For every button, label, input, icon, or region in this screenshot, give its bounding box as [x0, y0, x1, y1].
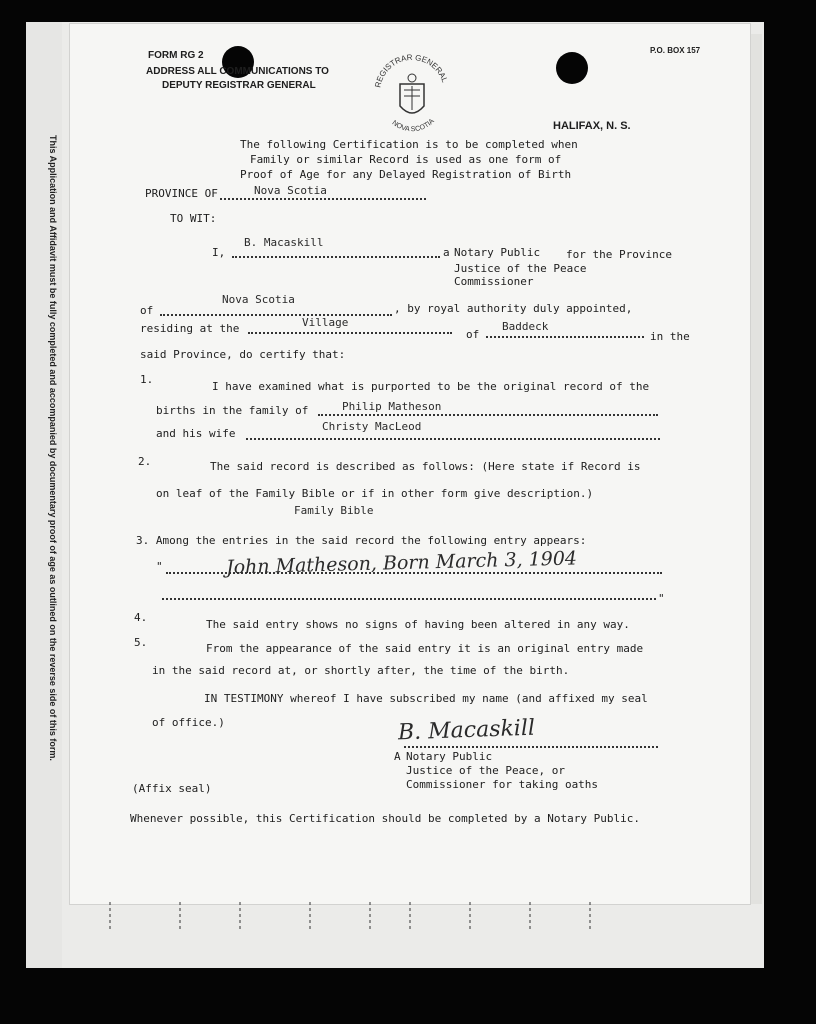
intro-line-2: Family or similar Record is used as one form of [250, 153, 562, 166]
underlying-form-strip [70, 896, 670, 936]
province-label: PROVINCE OF [145, 187, 218, 200]
sig-jp: Justice of the Peace, or [406, 764, 565, 777]
svg-text:NOVA SCOTIA [391, 118, 436, 134]
office-notary: Notary Public [454, 246, 541, 259]
intro-line-3: Proof of Age for any Delayed Registration of Birth [240, 168, 572, 181]
name-line [232, 256, 440, 258]
testimony-line-1: IN TESTIMONY whereof I have subscribed my name (and affixed my seal [204, 692, 648, 705]
open-quote: " [156, 560, 163, 573]
footer-note: Whenever possible, this Certification should be completed by a Notary Public. [130, 812, 640, 825]
royal-authority: , by royal authority duly appointed, [394, 302, 633, 315]
entry-line-2 [162, 598, 656, 600]
of-label: of [140, 304, 154, 317]
item-1-line-2: births in the family of [156, 404, 309, 417]
address-line-1: ADDRESS ALL COMMUNICATIONS TO [146, 66, 329, 77]
address-line-2: DEPUTY REGISTRAR GENERAL [162, 80, 316, 91]
sig-a-label: A [394, 750, 401, 763]
seal-top-text: REGISTRAR GENERAL [373, 52, 450, 89]
close-quote: " [658, 592, 665, 605]
signature-line [404, 746, 658, 748]
wife-line [246, 438, 660, 440]
item-2-number: 2. [138, 455, 152, 468]
sig-commissioner: Commissioner for taking oaths [406, 778, 599, 791]
to-wit-label: TO WIT: [170, 212, 217, 225]
office-commissioner: Commissioner [454, 275, 534, 288]
of-line [160, 314, 392, 316]
item-3-line-1: 3. Among the entries in the said record the following entry appears: [136, 534, 587, 547]
sig-notary: Notary Public [406, 750, 493, 763]
form-number: FORM RG 2 [148, 50, 204, 61]
province-line [220, 198, 426, 200]
of-value: Nova Scotia [222, 293, 295, 306]
item-2-line-1: The said record is described as follows: (Here state if Record is [210, 460, 641, 473]
province-value: Nova Scotia [254, 184, 327, 197]
item-4-number: 4. [134, 611, 148, 624]
residing-label: residing at the [140, 322, 240, 335]
father-line [318, 414, 658, 416]
item-5-line-1: From the appearance of the said entry it is an original entry made [206, 642, 644, 655]
registrar-seal-icon [370, 50, 454, 142]
for-the-province: for the Province [566, 248, 672, 261]
father-value: Philip Matheson [342, 400, 442, 413]
entry-handwritten: John Matheson, Born March 3, 1904 [225, 547, 578, 579]
wife-value: Christy MacLeod [322, 420, 422, 433]
item-5-line-2: in the said record at, or shortly after, the time of the birth. [152, 664, 570, 677]
testimony-line-2: of office.) [152, 716, 225, 729]
name-value: B. Macaskill [244, 236, 324, 249]
city-heading: HALIFAX, N. S. [553, 120, 631, 132]
of2-label: of [466, 328, 480, 341]
item-5-number: 5. [134, 636, 148, 649]
intro-line-1: The following Certification is to be completed when [240, 138, 578, 151]
residing-value: Village [302, 316, 349, 329]
margin-note: This Application and Affidavit must be fully completed and accompanied by documentary proof of age as outlined on the reverse side of this form. [48, 135, 58, 761]
svg-text:REGISTRAR GENERAL [373, 53, 449, 89]
office-jp: Justice of the Peace [454, 262, 587, 275]
seal-bottom-text: NOVA SCOTIA [390, 117, 436, 134]
affix-seal: (Affix seal) [132, 782, 212, 795]
said-province: said Province, do certify that: [140, 348, 346, 361]
i-label: I, [212, 246, 226, 259]
item-1-line-3: and his wife [156, 427, 236, 440]
punch-hole-right [556, 52, 588, 84]
item-2-line-2: on leaf of the Family Bible or if in other form give description.) [156, 487, 594, 500]
residing-of-value: Baddeck [502, 320, 549, 333]
residing-line [248, 332, 452, 334]
signature: B. Macaskill [397, 715, 536, 746]
residing-of-line [486, 336, 644, 338]
record-description-value: Family Bible [294, 504, 374, 517]
item-1-number: 1. [140, 373, 154, 386]
po-box: P.O. BOX 157 [650, 46, 701, 55]
item-4-line-1: The said entry shows no signs of having been altered in any way. [206, 618, 630, 631]
in-the-label: in the [650, 330, 690, 343]
item-1-line-1: I have examined what is purported to be the original record of the [212, 380, 650, 393]
a-label: a [443, 246, 450, 259]
